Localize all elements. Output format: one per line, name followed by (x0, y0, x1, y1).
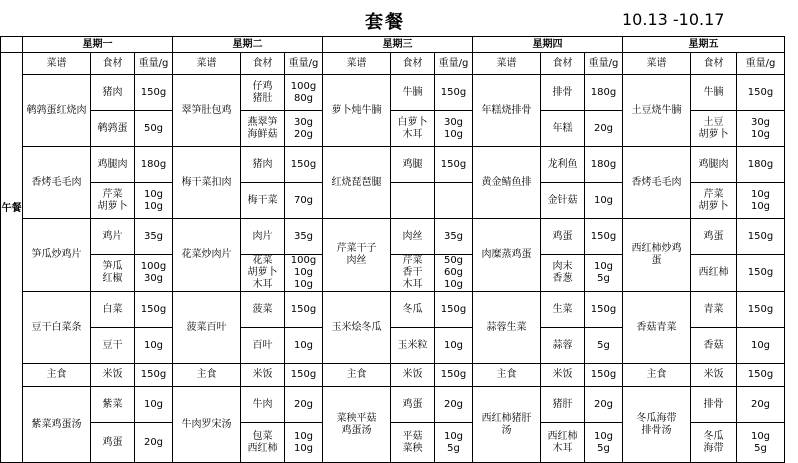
weight: 180g (737, 147, 785, 183)
ingredient: 鹌鹑蛋 (91, 111, 135, 147)
weight: 10g (737, 328, 785, 364)
ingredient: 土豆 胡萝卜 (691, 111, 737, 147)
column-header-ingredient: 食材 (541, 53, 585, 75)
column-header-weight: 重量/g (585, 53, 623, 75)
weight: 150g (737, 75, 785, 111)
ingredient: 花菜 胡萝卜 木耳 (241, 255, 285, 292)
dish-name: 香烤毛毛肉 (623, 147, 691, 219)
weight: 10g 10g (135, 183, 173, 219)
weight: 150g (135, 292, 173, 328)
dish-name: 玉米烩冬瓜 (323, 292, 391, 364)
weight: 150g (285, 147, 323, 183)
day-header: 星期五 (623, 37, 785, 53)
weight: 50g 60g 10g (435, 255, 473, 292)
ingredient: 菠菜 (241, 292, 285, 328)
column-header-ingredient: 食材 (241, 53, 285, 75)
weight: 20g (737, 387, 785, 423)
weight: 10g 5g (585, 255, 623, 292)
dish-name: 紫菜鸡蛋汤 (23, 387, 91, 463)
ingredient: 包菜 西红柿 (241, 423, 285, 463)
weight: 10g 5g (585, 423, 623, 463)
dish-name: 香烤毛毛肉 (23, 147, 91, 219)
ingredient: 燕翠笋 海鲜菇 (241, 111, 285, 147)
weight: 30g 10g (737, 111, 785, 147)
dish-name: 主食 (173, 364, 241, 387)
dish-name: 红烧琵琶腿 (323, 147, 391, 219)
dish-name: 笋瓜炒鸡片 (23, 219, 91, 292)
ingredient: 白菜 (91, 292, 135, 328)
dish-name: 豆干白菜条 (23, 292, 91, 364)
ingredient: 肉丝 (391, 219, 435, 255)
column-header-weight: 重量/g (285, 53, 323, 75)
weight: 180g (585, 147, 623, 183)
dish-name: 菠菜百叶 (173, 292, 241, 364)
ingredient: 梅干菜 (241, 183, 285, 219)
weight: 180g (135, 147, 173, 183)
ingredient: 猪肉 (241, 147, 285, 183)
weight: 150g (737, 292, 785, 328)
dish-name: 主食 (473, 364, 541, 387)
dish-name: 梅干菜扣肉 (173, 147, 241, 219)
ingredient: 鸡腿 (391, 147, 435, 183)
dish-name: 牛肉罗宋汤 (173, 387, 241, 463)
dish-name: 鹌鹑蛋红烧肉 (23, 75, 91, 147)
column-header-dish: 菜谱 (623, 53, 691, 75)
weight: 10g 10g (285, 423, 323, 463)
column-header-ingredient: 食材 (91, 53, 135, 75)
weight: 20g (585, 111, 623, 147)
column-header-dish: 菜谱 (173, 53, 241, 75)
weight: 20g (135, 423, 173, 463)
ingredient: 猪肉 (91, 75, 135, 111)
ingredient: 鸡蛋 (391, 387, 435, 423)
date-range: 10.13 -10.17 (622, 10, 725, 29)
weight: 10g (285, 328, 323, 364)
weight: 35g (135, 219, 173, 255)
ingredient: 龙利鱼 (541, 147, 585, 183)
ingredient: 百叶 (241, 328, 285, 364)
weight (435, 183, 473, 219)
ingredient: 蒜蓉 (541, 328, 585, 364)
ingredient: 冬瓜 (391, 292, 435, 328)
ingredient: 仔鸡 猪肚 (241, 75, 285, 111)
weight: 150g (737, 255, 785, 292)
dish-name: 西红柿炒鸡 蛋 (623, 219, 691, 292)
weight: 150g (737, 219, 785, 255)
ingredient: 鸡腿肉 (91, 147, 135, 183)
dish-name: 肉糜蒸鸡蛋 (473, 219, 541, 292)
day-header: 星期一 (23, 37, 173, 53)
dish-name: 花菜炒肉片 (173, 219, 241, 292)
weight: 10g 10g (737, 183, 785, 219)
ingredient: 鸡片 (91, 219, 135, 255)
weight: 50g (135, 111, 173, 147)
dish-name: 黄金鲭鱼排 (473, 147, 541, 219)
dish-name: 蒜蓉生菜 (473, 292, 541, 364)
ingredient: 白萝卜 木耳 (391, 111, 435, 147)
weight: 150g (435, 147, 473, 183)
ingredient: 芹菜 胡萝卜 (91, 183, 135, 219)
ingredient: 牛腩 (391, 75, 435, 111)
weight: 35g (435, 219, 473, 255)
ingredient: 平菇 菜秧 (391, 423, 435, 463)
day-header: 星期二 (173, 37, 323, 53)
weight: 20g (585, 387, 623, 423)
dish-name: 香菇青菜 (623, 292, 691, 364)
weight: 180g (585, 75, 623, 111)
ingredient: 鸡蛋 (541, 219, 585, 255)
column-header-dish: 菜谱 (473, 53, 541, 75)
dish-name: 主食 (623, 364, 691, 387)
ingredient: 豆干 (91, 328, 135, 364)
day-header: 星期三 (323, 37, 473, 53)
weight: 150g (135, 364, 173, 387)
ingredient: 排骨 (541, 75, 585, 111)
meal-label: 午餐 (1, 53, 23, 463)
weight: 150g (435, 364, 473, 387)
dish-name: 萝卜炖牛腩 (323, 75, 391, 147)
dish-name: 冬瓜海带 排骨汤 (623, 387, 691, 463)
ingredient: 冬瓜 海带 (691, 423, 737, 463)
ingredient: 生菜 (541, 292, 585, 328)
dish-name: 主食 (323, 364, 391, 387)
column-header-ingredient: 食材 (391, 53, 435, 75)
weight: 150g (585, 364, 623, 387)
ingredient: 青菜 (691, 292, 737, 328)
weight: 10g (135, 328, 173, 364)
ingredient: 排骨 (691, 387, 737, 423)
menu-title: 套餐 (365, 12, 405, 33)
ingredient: 米饭 (541, 364, 585, 387)
ingredient: 米饭 (691, 364, 737, 387)
weight: 35g (285, 219, 323, 255)
weight: 30g 20g (285, 111, 323, 147)
weight: 10g (435, 328, 473, 364)
ingredient: 西红柿 (691, 255, 737, 292)
ingredient: 玉米粒 (391, 328, 435, 364)
ingredient: 牛腩 (691, 75, 737, 111)
weight: 150g (585, 292, 623, 328)
weekly-menu-table (0, 36, 785, 463)
weight: 150g (285, 364, 323, 387)
ingredient: 笋瓜 红椒 (91, 255, 135, 292)
weight: 150g (285, 292, 323, 328)
weight: 10g 5g (737, 423, 785, 463)
ingredient: 鸡蛋 (91, 423, 135, 463)
day-header: 星期四 (473, 37, 623, 53)
ingredient (391, 183, 435, 219)
column-header-weight: 重量/g (435, 53, 473, 75)
ingredient: 鸡腿肉 (691, 147, 737, 183)
weight: 10g (585, 183, 623, 219)
ingredient: 肉片 (241, 219, 285, 255)
dish-name: 西红柿猪肝 汤 (473, 387, 541, 463)
weight: 100g 10g 10g (285, 255, 323, 292)
ingredient: 米饭 (91, 364, 135, 387)
ingredient: 牛肉 (241, 387, 285, 423)
dish-name: 芹菜干子 肉丝 (323, 219, 391, 292)
ingredient: 米饭 (391, 364, 435, 387)
column-header-weight: 重量/g (737, 53, 785, 75)
weight: 150g (737, 364, 785, 387)
dish-name: 主食 (23, 364, 91, 387)
dish-name: 翠笋肚包鸡 (173, 75, 241, 147)
ingredient: 鸡蛋 (691, 219, 737, 255)
weight: 100g 30g (135, 255, 173, 292)
weight: 150g (585, 219, 623, 255)
ingredient: 米饭 (241, 364, 285, 387)
weight: 10g (135, 387, 173, 423)
weight: 5g (585, 328, 623, 364)
ingredient: 芹菜 胡萝卜 (691, 183, 737, 219)
ingredient: 金针菇 (541, 183, 585, 219)
column-header-weight: 重量/g (135, 53, 173, 75)
weight: 150g (135, 75, 173, 111)
weight: 20g (285, 387, 323, 423)
weight: 150g (435, 292, 473, 328)
weight: 70g (285, 183, 323, 219)
dish-name: 菜秧平菇 鸡蛋汤 (323, 387, 391, 463)
dish-name: 年糕烧排骨 (473, 75, 541, 147)
column-header-ingredient: 食材 (691, 53, 737, 75)
weight: 10g 5g (435, 423, 473, 463)
weight: 20g (435, 387, 473, 423)
column-header-dish: 菜谱 (323, 53, 391, 75)
ingredient: 猪肝 (541, 387, 585, 423)
dish-name: 土豆烧牛腩 (623, 75, 691, 147)
ingredient: 年糕 (541, 111, 585, 147)
weight: 150g (435, 75, 473, 111)
ingredient: 芹菜 香干 木耳 (391, 255, 435, 292)
ingredient: 肉末 香葱 (541, 255, 585, 292)
ingredient: 西红柿 木耳 (541, 423, 585, 463)
weight: 100g 80g (285, 75, 323, 111)
weight: 30g 10g (435, 111, 473, 147)
corner-cell (1, 37, 23, 53)
ingredient: 香菇 (691, 328, 737, 364)
ingredient: 紫菜 (91, 387, 135, 423)
column-header-dish: 菜谱 (23, 53, 91, 75)
